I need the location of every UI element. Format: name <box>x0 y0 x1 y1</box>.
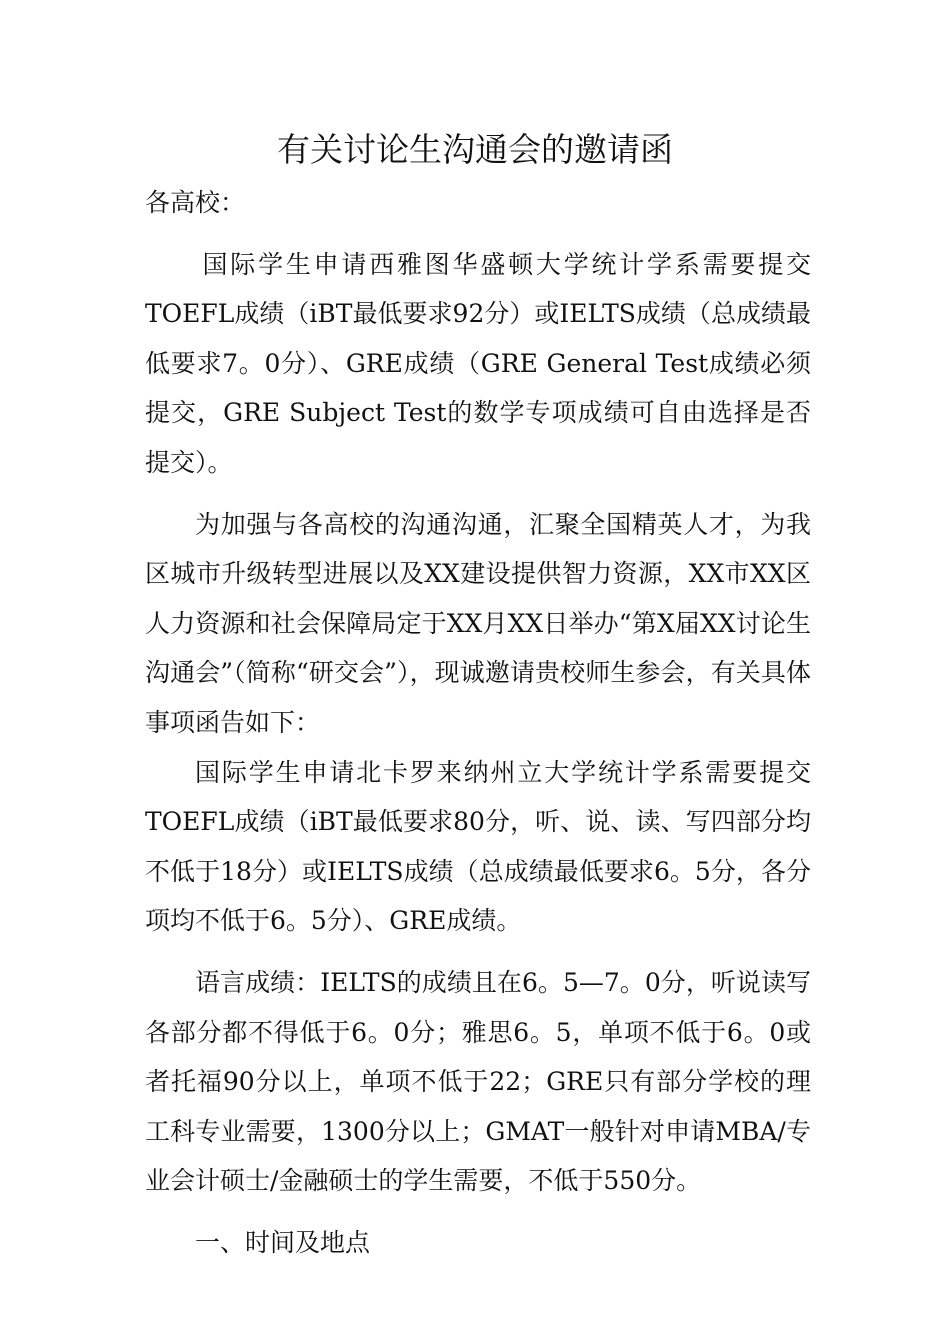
salutation: 各高校： <box>145 188 246 217</box>
section-heading-time-location: 一、时间及地点 <box>195 1227 371 1257</box>
paragraph-uw-requirements: 国际学生申请西雅图华盛顿大学统计学系需要提交TOEFL成绩（iBT最低要求92分）或IELTS成绩（总成绩最低要求7。0分）、GRE成绩（GRE General Test成绩必须提交，GRE Subject Test的数学专项成绩可自由选择是否提交）。 <box>145 249 811 477</box>
paragraph-ncsu-requirements: 国际学生申请北卡罗来纳州立大学统计学系需要提交TOEFL成绩（iBT最低要求80分，听、说、读、写四部分均不低于18分）或IELTS成绩（总成绩最低要求6。5分，各分项均不低于6。5分）、GRE成绩。 <box>145 757 811 936</box>
paragraph-invitation: 为加强与各高校的沟通沟通，汇聚全国精英人才，为我区城市升级转型进展以及XX建设提供智力资源，XX市XX区人力资源和社会保障局定于XX月XX日举办“第X届XX讨论生沟通会”（简称“研交会”），现诚邀请贵校师生参会，有关具体事项函告如下： <box>145 509 811 737</box>
document-body <box>145 178 811 1267</box>
document-title: 有关讨论生沟通会的邀请函 <box>277 130 673 169</box>
paragraph-language-scores: 语言成绩：IELTS的成绩且在6。5—7。0分，听说读写各部分都不得低于6。0分；雅思6。5，单项不低于6。0或者托福90分以上，单项不低于22；GRE只有部分学校的理工科专业需要，1300分以上；GMAT一般针对申请MBA/专业会计硕士/金融硕士的学生需要，不低于550分。 <box>145 967 811 1196</box>
